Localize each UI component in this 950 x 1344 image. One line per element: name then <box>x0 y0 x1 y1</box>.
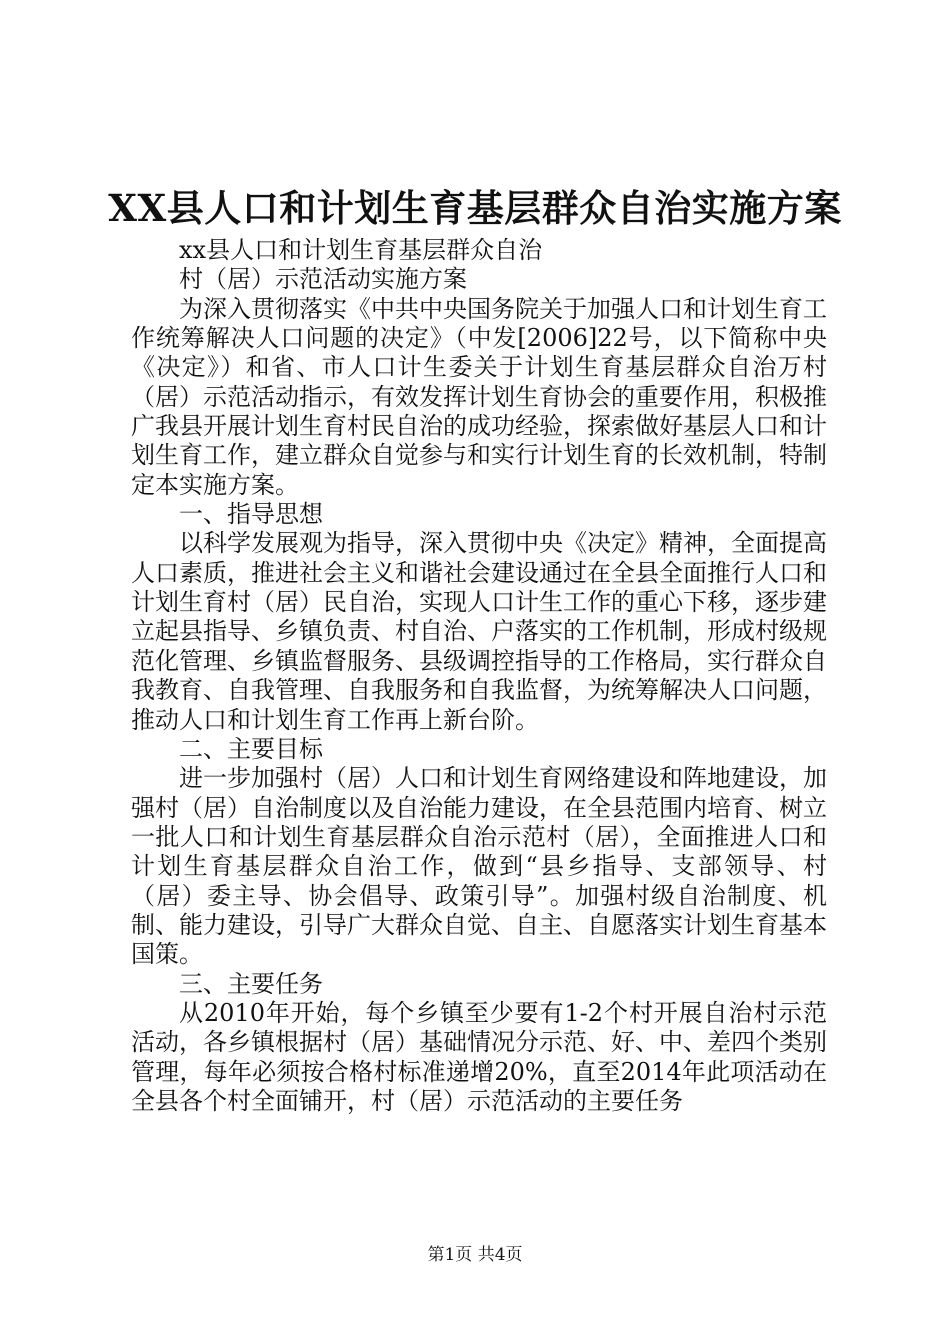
subtitle-line-2: 村（居）示范活动实施方案 <box>179 265 467 294</box>
section-paragraph-main-tasks: 从2010年开始，每个乡镇至少要有1-2个村开展自治村示范活动，各乡镇根据村（居）基础情况分示范、好、中、差四个类别管理，每年必须按合格村标准递增20%，直至2014年此项活动在全县各个村全面铺开，村（居）示范活动的主要任务 <box>131 998 827 1115</box>
section-paragraph-guiding-ideology: 以科学发展观为指导，深入贯彻中央《决定》精神，全面提高人口素质，推进社会主义和谐社会建设通过在全县全面推行人口和计划生育村（居）民自治，实现人口计生工作的重心下移，逐步建立起县指导、乡镇负责、村自治、户落实的工作机制，形成村级规范化管理、乡镇监督服务、县级调控指导的工作格局，实行群众自我教育、自我管理、自我服务和自我监督，为统筹解决人口问题，推动人口和计划生育工作再上新台阶。 <box>131 529 827 734</box>
page-footer: 第1页 共4页 <box>427 1245 523 1265</box>
section-heading-main-tasks: 三、主要任务 <box>179 969 323 998</box>
intro-paragraph: 为深入贯彻落实《中共中央国务院关于加强人口和计划生育工作统筹解决人口问题的决定》（中发[2006]22号，以下简称中央《决定》）和省、市人口计生委关于计划生育基层群众自治万村（居）示范活动指示，有效发挥计划生育协会的重要作用，积极推广我县开展计划生育村民自治的成功经验，探索做好基层人口和计划生育工作，建立群众自觉参与和实行计划生育的长效机制，特制定本实施方案。 <box>131 294 827 499</box>
section-heading-guiding-ideology: 一、指导思想 <box>179 500 323 529</box>
section-paragraph-main-goals: 进一步加强村（居）人口和计划生育网络建设和阵地建设，加强村（居）自治制度以及自治能力建设，在全县范围内培育、树立一批人口和计划生育基层群众自治示范村（居），全面推进人口和计划生育基层群众自治工作，做到“县乡指导、支部领导、村（居）委主导、协会倡导、政策引导”。加强村级自治制度、机制、能力建设，引导广大群众自觉、自主、自愿落实计划生育基本国策。 <box>131 764 827 969</box>
section-heading-main-goals: 二、主要目标 <box>179 734 323 763</box>
document-body <box>131 236 827 1116</box>
document-title: XX县人口和计划生育基层群众自治实施方案 <box>108 186 842 230</box>
subtitle-line-1: xx县人口和计划生育基层群众自治 <box>179 236 543 264</box>
